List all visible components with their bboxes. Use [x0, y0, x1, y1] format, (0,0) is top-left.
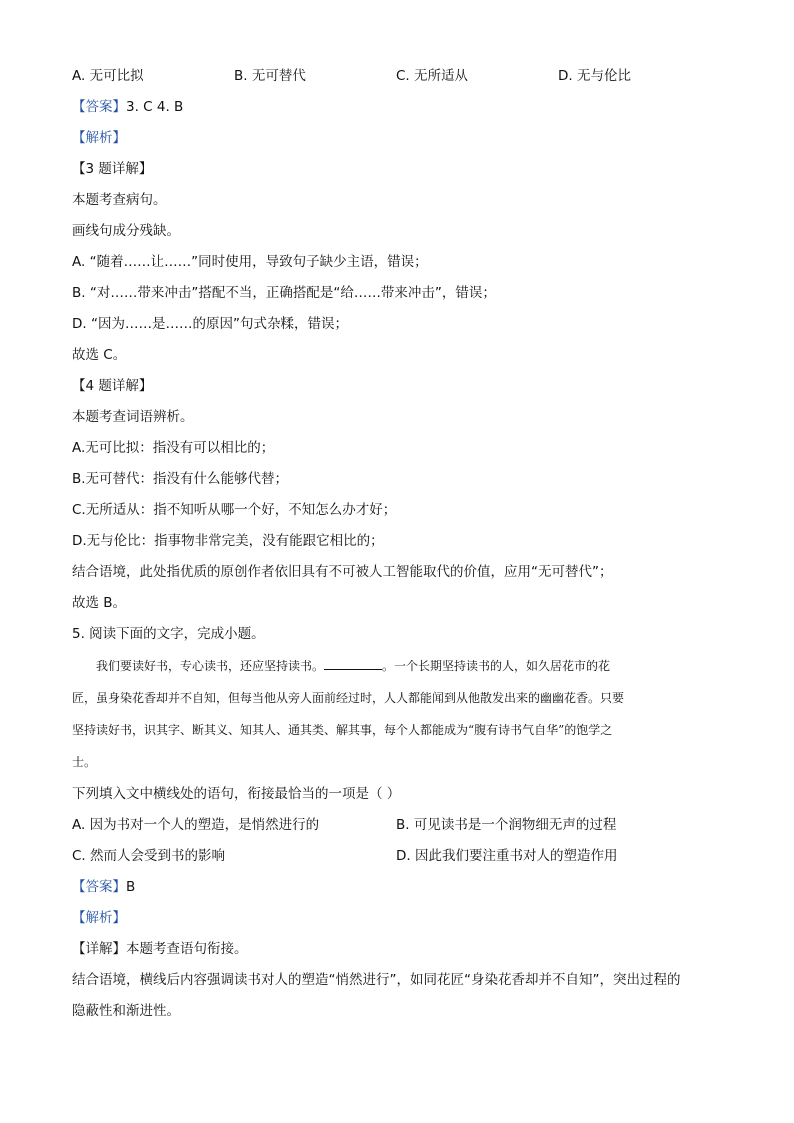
q3-line-3: A. “随着……让……”同时使用，导致句子缺少主语，错误； [72, 254, 428, 270]
q5-option-d: D. 因此我们要注重书对人的塑造作用 [396, 848, 618, 864]
answer-text: 3. C 4. B [126, 99, 184, 115]
q5-option-c: C. 然而人会受到书的影响 [72, 848, 226, 864]
q5-option-b: B. 可见读书是一个润物细无声的过程 [396, 817, 617, 833]
q5-question: 下列填入文中横线处的语句，衔接最恰当的一项是（ ） [72, 786, 401, 802]
q5-title: 5. 阅读下面的文字，完成小题。 [72, 626, 265, 642]
q5-detail-line-3: 隐蔽性和渐进性。 [72, 1003, 180, 1019]
q4-header: 【4 题详解】 [72, 378, 153, 394]
detail-text: 本题考查语句衔接。 [126, 941, 248, 957]
q5-detail-line-1 [72, 939, 248, 959]
q3-line-4: B. “对……带来冲击”搭配不当，正确搭配是“给……带来冲击”，错误； [72, 285, 496, 301]
passage-row-4: 士。 [72, 755, 97, 769]
answer-text: B [126, 879, 136, 895]
q4-line-3: B.无可替代：指没有什么能够代替； [72, 471, 289, 487]
passage-text: 。一个长期坚持读书的人，如久居花市的花 [382, 659, 611, 673]
passage-row-2: 匠，虽身染花香却并不自知，但每当他从旁人面前经过时，人人都能闻到从他散发出来的幽幽花香。只要 [72, 691, 625, 705]
q4-line-7: 故选 B。 [72, 595, 127, 611]
q5-detail-line-2: 结合语境，横线后内容强调读书对人的塑造“悄然进行”，如同花匠“身染花香却并不自知”，突出过程的 [72, 972, 681, 988]
answer-line [72, 97, 183, 117]
detail-tag: 【详解】 [72, 941, 126, 957]
passage-text: 我们要读好书，专心读书，还应坚持读书。 [96, 659, 325, 673]
q3-line-1: 本题考查病句。 [72, 192, 167, 208]
option-d: D. 无与伦比 [558, 68, 631, 84]
q5-analysis-tag: 【解析】 [72, 910, 126, 926]
q4-line-1: 本题考查词语辨析。 [72, 409, 194, 425]
q4-line-2: A.无可比拟：指没有可以相比的； [72, 440, 275, 456]
q4-line-5: D.无与伦比：指事物非常完美，没有能跟它相比的； [72, 533, 384, 549]
q5-option-a: A. 因为书对一个人的塑造，是悄然进行的 [72, 817, 320, 833]
analysis-tag: 【解析】 [72, 130, 126, 146]
passage-row-3: 坚持读好书，识其字、断其义、知其人、通其类、解其事，每个人都能成为“腹有诗书气自华”的饱学之 [72, 723, 613, 737]
q3-line-2: 画线句成分残缺。 [72, 223, 180, 239]
answer-tag: 【答案】 [72, 879, 126, 895]
reading-passage [72, 656, 722, 776]
passage-row-1 [96, 656, 610, 676]
option-c: C. 无所适从 [396, 68, 469, 84]
q3-line-5: D. “因为……是……的原因”句式杂糅，错误； [72, 316, 348, 332]
answer-tag: 【答案】 [72, 99, 126, 115]
q3-line-6: 故选 C。 [72, 347, 127, 363]
option-b: B. 无可替代 [234, 68, 306, 84]
option-a: A. 无可比拟 [72, 68, 144, 84]
q3-header: 【3 题详解】 [72, 161, 153, 177]
q4-line-6: 结合语境，此处指优质的原创作者依旧具有不可被人工智能取代的价值，应用“无可替代”； [72, 564, 613, 580]
q5-answer-line [72, 877, 135, 897]
q4-line-4: C.无所适从：指不知听从哪一个好，不知怎么办才好； [72, 502, 397, 518]
fill-blank [324, 657, 382, 670]
